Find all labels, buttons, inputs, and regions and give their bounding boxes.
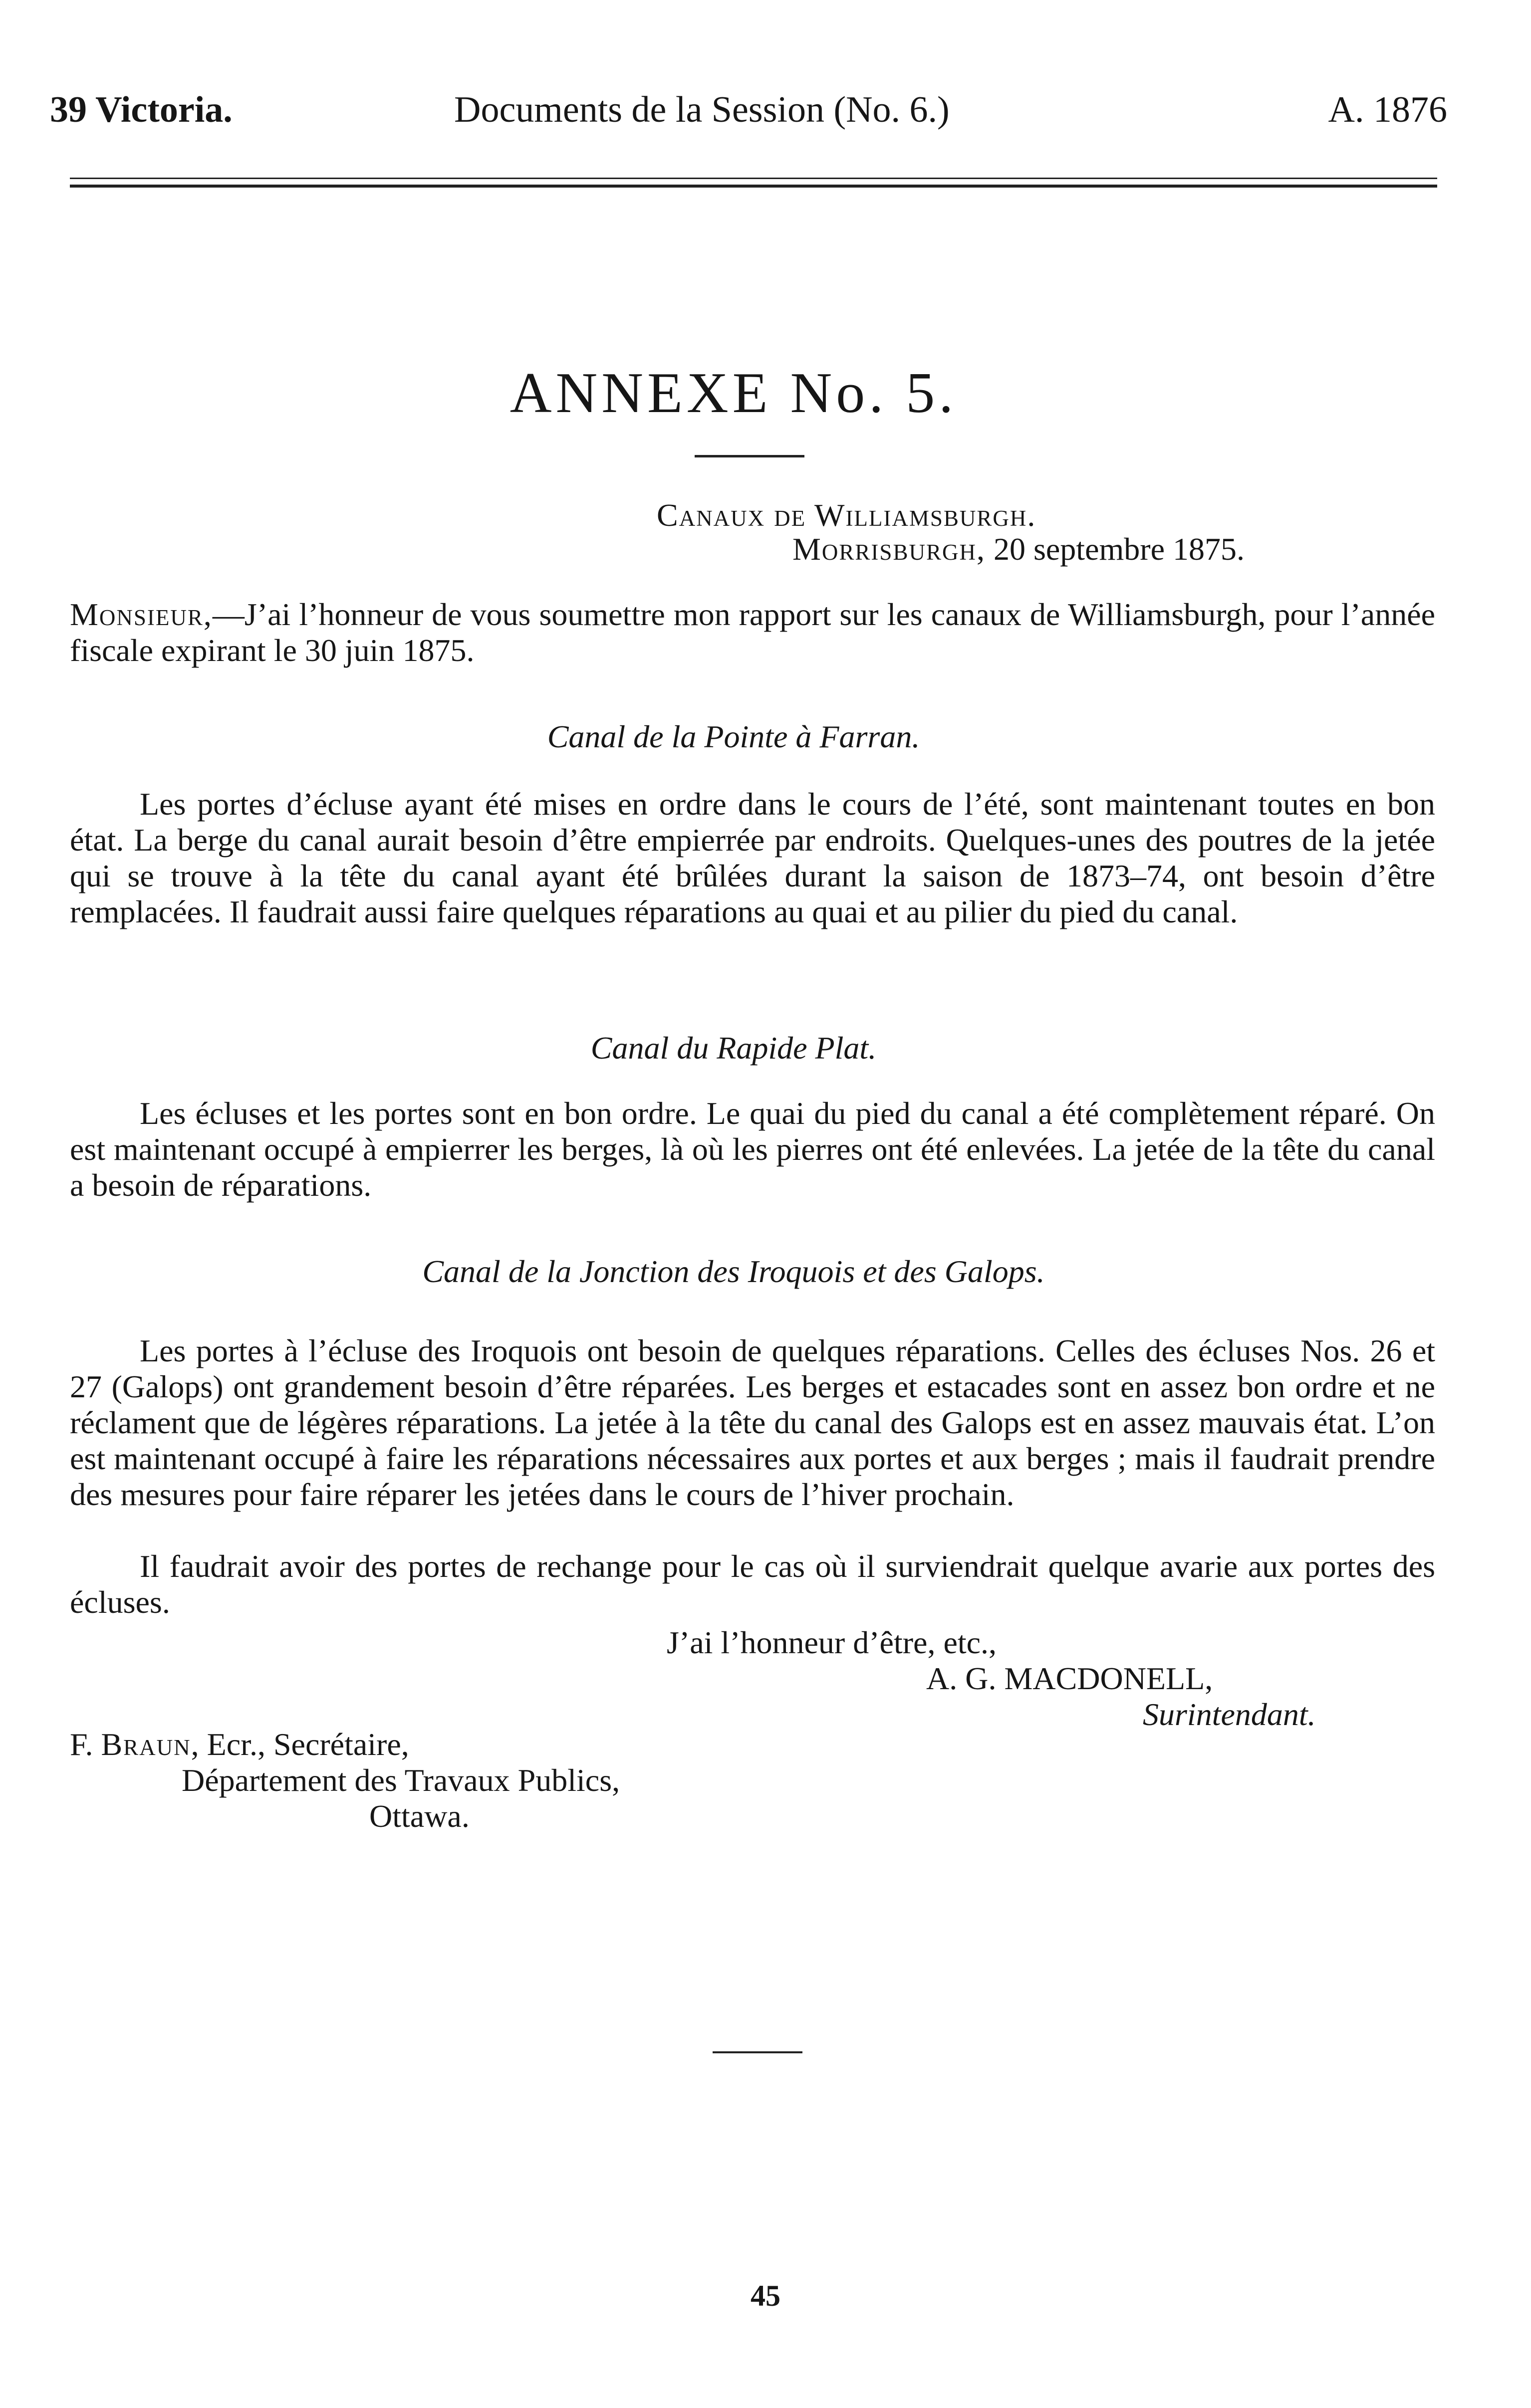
addressee-initial: F. (70, 1727, 101, 1762)
running-head-right: A. 1876 (1328, 89, 1447, 130)
section-title: Canal du Rapide Plat. (590, 1030, 877, 1066)
title-divider (695, 455, 804, 457)
salutation-word: Monsieur, (70, 597, 213, 632)
section-paragraph: Les écluses et les portes sont en bon ordre. Le quai du pied du canal a été complètement réparé. On est maintenant occupé à empierrer les berges, là où les pierres ont été enlevées. La jetée de la tête du canal a besoin de réparations. (70, 1095, 1435, 1203)
addressee-city: Ottawa. (369, 1798, 470, 1834)
addressee-department: Département des Travaux Publics, (182, 1762, 620, 1798)
section-paragraph: Les portes à l’écluse des Iroquois ont besoin de quelques réparations. Celles des écluses Nos. 26 et 27 (Galops) ont grandement besoin d’être réparées. Les berges et estacades sont en assez bon ordre et ne réclament que de légères réparations. La jetée à la tête du canal des Galops est en assez mauvais état. L’on est maintenant occupé à faire les réparations nécessaires aux portes et aux berges ; mais il faudrait prendre des mesures pour faire réparer les jetées dans le cours de l’hiver prochain. (70, 1333, 1435, 1512)
salutation-text: —J’ai l’honneur de vous soumettre mon rapport sur les canaux de Williamsburgh, pour l’année fiscale expirant le 30 juin 1875. (70, 597, 1435, 668)
addressee-surname: Braun (101, 1727, 191, 1762)
signer-name: A. G. MACDONELL, (926, 1661, 1213, 1696)
running-head-left: 39 Victoria. (50, 89, 233, 130)
section-paragraph: Il faudrait avoir des portes de rechange pour le cas où il surviendrait quelque avarie aux portes des écluses. (70, 1548, 1435, 1620)
signer-title: Surintendant. (1143, 1697, 1316, 1732)
annex-title: ANNEXE No. 5. (510, 361, 958, 425)
addressee-name (70, 1726, 409, 1763)
header-rule-thick (70, 185, 1437, 188)
header-rule (70, 178, 1437, 179)
page-number: 45 (751, 2279, 780, 2312)
dateline-date: 20 septembre 1875. (985, 531, 1245, 567)
closing-line: J’ai l’honneur d’être, etc., (667, 1625, 997, 1660)
running-head-center: Documents de la Session (No. 6.) (454, 89, 950, 130)
dateline-place: Morrisburgh, (792, 531, 986, 567)
salutation-paragraph (70, 597, 1435, 668)
section-title: Canal de la Pointe à Farran. (547, 719, 920, 754)
running-head (50, 89, 1447, 139)
place-heading: Canaux de Williamsburgh. (657, 497, 1036, 533)
section-paragraph: Les portes d’écluse ayant été mises en ordre dans le cours de l’été, sont maintenant toutes en bon état. La berge du canal aurait besoin d’être empierrée par endroits. Quelques-unes des poutres de la jetée qui se trouve à la tête du canal ayant été brûlées durant la saison de 1873–74, ont besoin d’être remplacées. Il faudrait aussi faire quelques réparations au quai et au pilier du pied du canal. (70, 786, 1435, 929)
addressee-role: , Ecr., Secrétaire, (191, 1727, 409, 1762)
end-divider (713, 2051, 802, 2053)
section-title: Canal de la Jonction des Iroquois et des Galops. (422, 1254, 1045, 1289)
dateline (792, 531, 1245, 568)
